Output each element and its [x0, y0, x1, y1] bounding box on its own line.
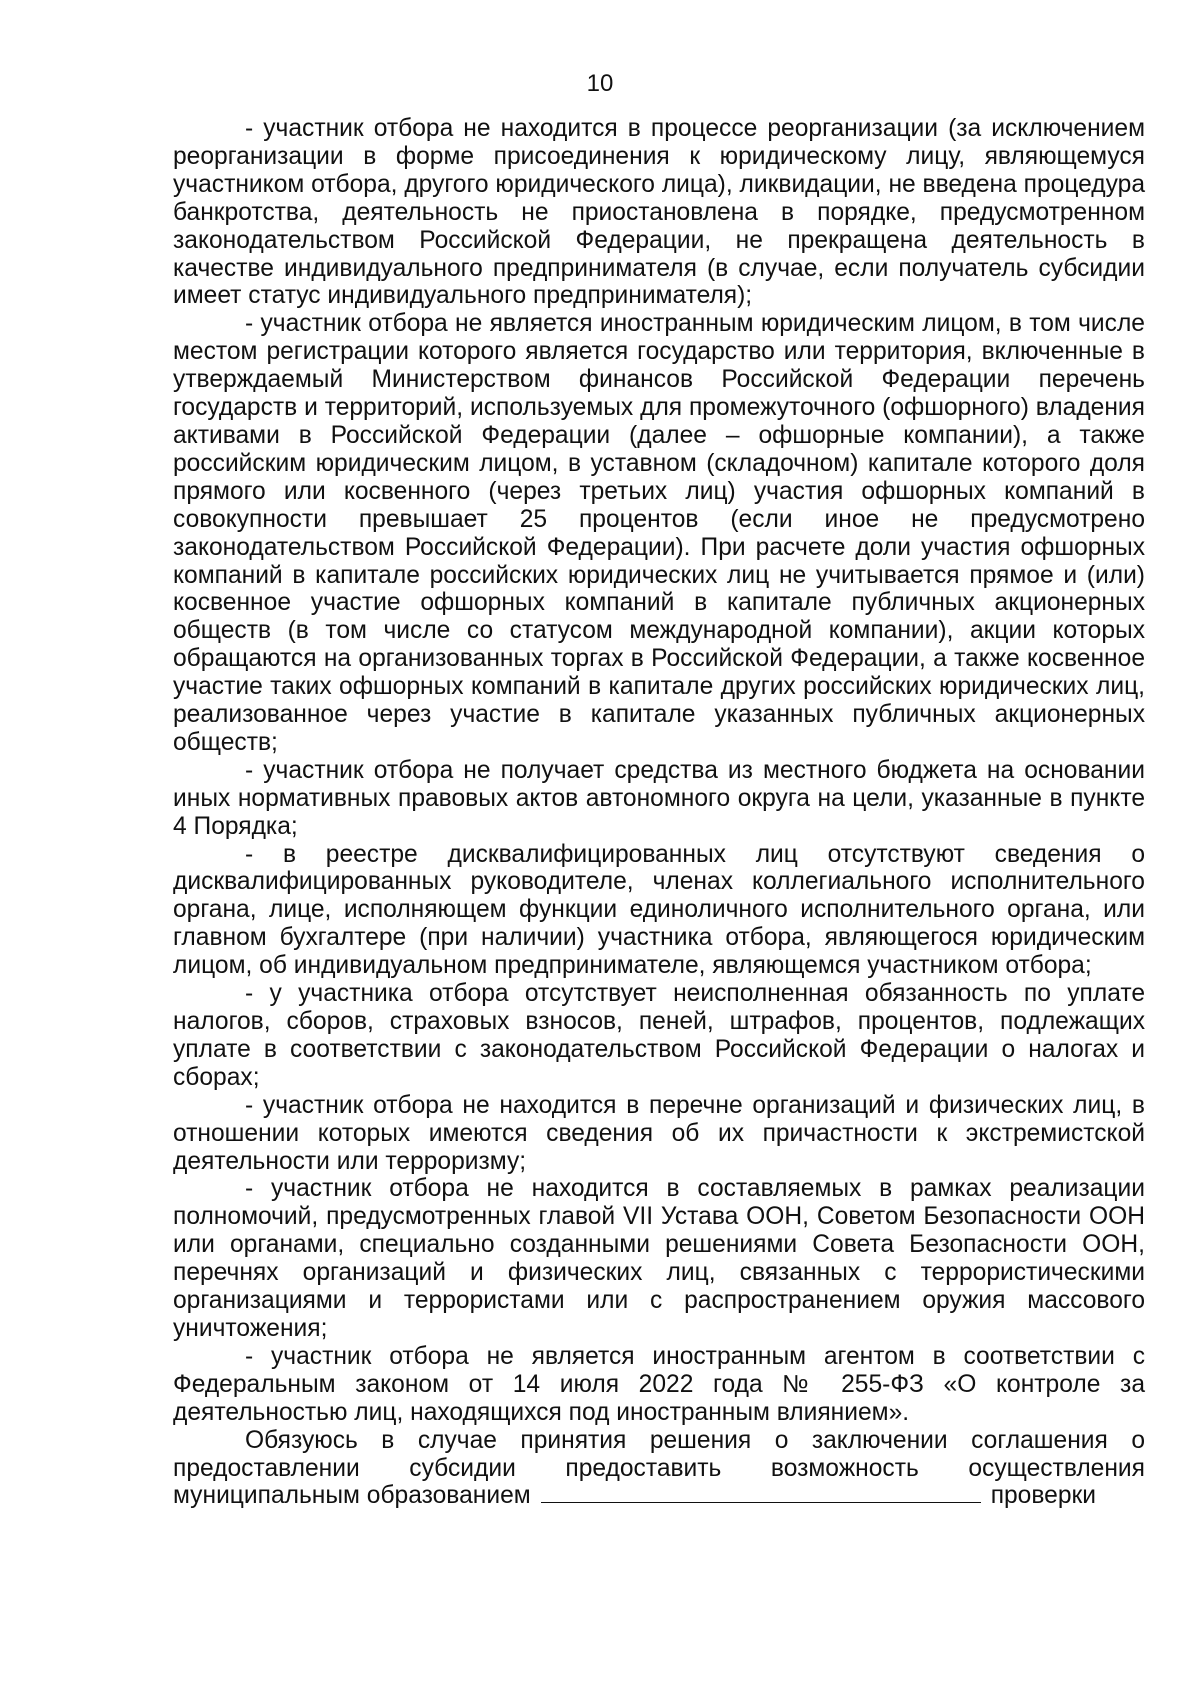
page-number: 10: [586, 70, 614, 97]
paragraph-tax-obligations: - у участника отбора отсутствует неисполненная обязанность по уплате налогов, сборов, страховых взносов, пеней, штрафов, процентов, подлежащих уплате в соответствии с законодательством Российской Федерации о налогах и сборах;: [173, 980, 1145, 1091]
paragraph-extremism-list: - участник отбора не находится в перечне организаций и физических лиц, в отношении которых имеются сведения об их причастности к экстремистской деятельности или терроризму;: [173, 1091, 1145, 1175]
obligation-text: Обязуюсь в случае принятия решения о заключении соглашения о предоставлении субсидии предоставить возможность осуществления муниципальным образованием: [173, 1426, 1145, 1510]
municipality-blank-line[interactable]: [541, 1482, 981, 1503]
paragraph-reorganization: - участник отбора не находится в процессе реорганизации (за исключением реорганизации в форме присоединения к юридическому лицу, являющемуся участником отбора, другого юридического лица), ликвидации, не введена процедура банкротства, деятельность не приостановлена в порядке, предусмотренном законодательством Российской Федерации, не прекращена деятельность в качестве индивидуального предпринимателя (в случае, если получатель субсидии имеет статус индивидуального предпринимателя);: [173, 115, 1145, 310]
paragraph-obligation: [173, 1427, 1145, 1511]
paragraph-disqualified-persons: - в реестре дисквалифицированных лиц отсутствуют сведения о дисквалифицированных руководителе, членах коллегиального исполнительного органа, лице, исполняющем функции единоличного исполнительного органа, или главном бухгалтере (при наличии) участника отбора, являющегося юридическим лицом, об индивидуальном предпринимателе, являющемся участником отбора;: [173, 840, 1145, 980]
paragraph-local-budget: - участник отбора не получает средства из местного бюджета на основании иных нормативных правовых актов автономного округа на цели, указанные в пункте 4 Порядка;: [173, 756, 1145, 840]
paragraph-foreign-agent: - участник отбора не является иностранным агентом в соответствии с Федеральным законом от 14 июля 2022 года № 255-ФЗ «О контроле за деятельностью лиц, находящихся под иностранным влиянием».: [173, 1342, 1145, 1426]
paragraph-un-sanctions: - участник отбора не находится в составляемых в рамках реализации полномочий, предусмотренных главой VII Устава ООН, Советом Безопасности ООН или органами, специально созданными решениями Совета Безопасности ООН, перечнях организаций и физических лиц, связанных с террористическими организациями и террористами или с распространением оружия массового уничтожения;: [173, 1175, 1145, 1342]
document-body: [173, 115, 1145, 1510]
obligation-text-end: проверки: [990, 1482, 1097, 1510]
paragraph-offshore: - участник отбора не является иностранным юридическим лицом, в том числе местом регистрации которого является государство или территория, включенные в утверждаемый Министерством финансов Российской Федерации перечень государств и территорий, используемых для промежуточного (офшорного) владения активами в Российской Федерации (далее – офшорные компании), а также российским юридическим лицом, в уставном (складочном) капитале которого доля прямого или косвенного (через третьих лиц) участия офшорных компаний в совокупности превышает 25 процентов (если иное не предусмотрено законодательством Российской Федерации). При расчете доли участия офшорных компаний в капитале российских юридических лиц не учитывается прямое и (или) косвенное участие офшорных компаний в капитале публичных акционерных обществ (в том числе со статусом международной компании), акции которых обращаются на организованных торгах в Российской Федерации, а также косвенное участие таких офшорных компаний в капитале других российских юридических лиц, реализованное через участие в капитале указанных публичных акционерных обществ;: [173, 310, 1145, 756]
